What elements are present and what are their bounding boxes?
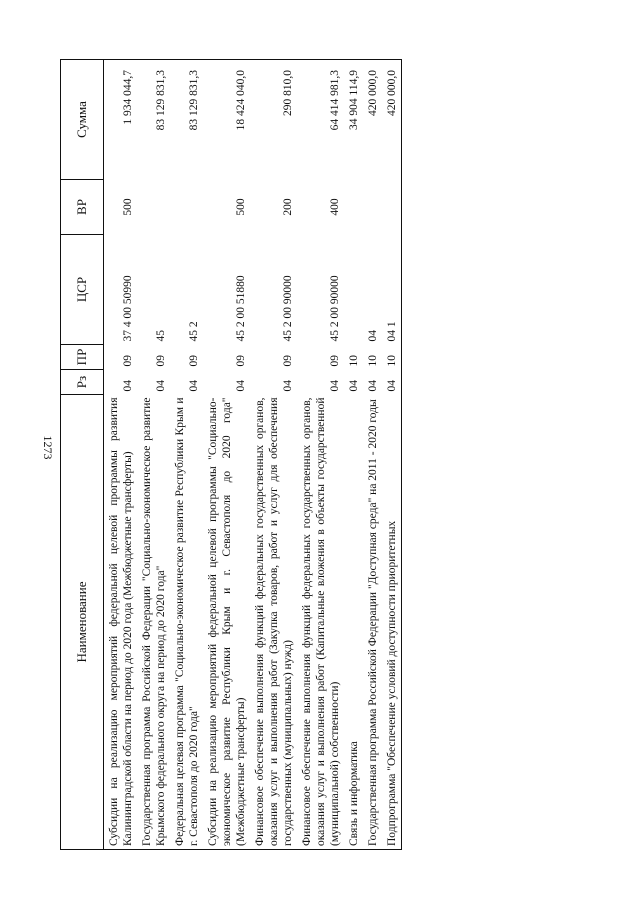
cell-rz: 04 — [188, 380, 201, 392]
cell-sum: 420 000,0 — [363, 60, 382, 180]
cell-vr — [137, 180, 170, 235]
cell-name: Субсидии на реализацию мероприятий федеральной целевой программы "Социально-экономическое развитие Республики Крым и г. Севастополя до 2020 года" (Межбюджетные трансферты) — [203, 395, 250, 850]
budget-table — [60, 59, 402, 850]
cell-pr: 09 — [155, 355, 168, 367]
table-header-row — [61, 60, 104, 850]
cell-name: Субсидии на реализацию мероприятий федеральной целевой программы развития Калининградской области на период до 2020 года (Межбюджетные трансферты) — [104, 395, 138, 850]
cell-csr — [344, 235, 363, 345]
cell-pr: 09 — [122, 355, 135, 367]
cell-csr: 04 1 — [382, 235, 402, 345]
cell-csr: 45 — [155, 330, 168, 342]
cell-rz: 04 — [235, 380, 248, 392]
table-row — [297, 60, 344, 850]
table-row — [344, 60, 363, 850]
cell-sum: 420 000,0 — [382, 60, 402, 180]
cell-csr: 45 2 00 51880 — [235, 275, 248, 342]
header-csr: ЦСР — [61, 235, 104, 345]
cell-pr: 09 — [235, 355, 248, 367]
cell-vr: 500 — [122, 198, 135, 216]
header-name: Наименование — [61, 395, 104, 850]
cell-csr: 45 2 — [188, 321, 201, 342]
rotated-page-content — [60, 60, 590, 850]
cell-sum: 83 129 831,3 — [137, 60, 170, 180]
cell-pr: 10 — [348, 355, 361, 367]
cell-vr: 400 — [329, 198, 342, 216]
header-sum: Сумма — [61, 60, 104, 180]
table-row — [137, 60, 170, 850]
table-row — [203, 60, 250, 850]
cell-vr: 200 — [282, 198, 295, 216]
table-row — [382, 60, 402, 850]
cell-name: Федеральная целевая программа "Социально-экономическое развитие Республики Крым и г. Севастополя до 2020 года" — [170, 395, 203, 850]
cell-rz: 04 — [367, 380, 380, 392]
cell-pr: 09 — [188, 355, 201, 367]
cell-sum: 64 414 981,3 — [297, 60, 344, 180]
cell-pr: 09 — [329, 355, 342, 367]
cell-name: Государственная программа Российской Федерации "Социально-экономическое развитие Крымского федерального округа на период до 2020 года" — [137, 395, 170, 850]
cell-csr: 45 2 00 90000 — [282, 275, 295, 342]
cell-vr: 500 — [235, 198, 248, 216]
cell-vr — [382, 180, 402, 235]
table-row — [104, 60, 138, 850]
cell-rz: 04 — [348, 380, 361, 392]
table-row — [250, 60, 297, 850]
header-pr: ПР — [61, 345, 104, 370]
cell-vr — [363, 180, 382, 235]
cell-name: Подпрограмма "Обеспечение условий доступности приоритетных — [382, 395, 402, 850]
cell-pr: 09 — [282, 355, 295, 367]
cell-pr: 10 — [367, 355, 380, 367]
cell-name: Связь и информатика — [344, 395, 363, 850]
cell-rz: 04 — [382, 370, 402, 395]
cell-csr: 04 — [367, 330, 380, 342]
cell-pr: 10 — [382, 345, 402, 370]
cell-rz: 04 — [282, 380, 295, 392]
cell-name: Государственная программа Российской Федерации "Доступная среда" на 2011 - 2020 годы — [363, 395, 382, 850]
cell-sum: 18 424 040,0 — [203, 60, 250, 180]
cell-csr: 45 2 00 90000 — [329, 275, 342, 342]
cell-vr — [344, 180, 363, 235]
page-number: 1273 — [41, 435, 55, 460]
cell-rz: 04 — [122, 380, 135, 392]
cell-sum: 34 904 114,9 — [344, 60, 363, 180]
table-row — [170, 60, 203, 850]
header-vr: ВР — [61, 180, 104, 235]
cell-name: Финансовое обеспечение выполнения функций федеральных государственных органов, оказания услуг и выполнения работ (Закупка товаров, работ и услуг для обеспечения государственных (муниципальных) нужд) — [250, 395, 297, 850]
header-rz: Рз — [61, 370, 104, 395]
cell-vr — [170, 180, 203, 235]
cell-name: Финансовое обеспечение выполнения функций федеральных государственных органов, оказания услуг и выполнения работ (Капитальные вложения в объекты государственной (муниципальной) собственности) — [297, 395, 344, 850]
cell-sum: 290 810,0 — [250, 60, 297, 180]
table-row — [363, 60, 382, 850]
cell-sum: 83 129 831,3 — [170, 60, 203, 180]
cell-sum: 1 934 044,7 — [104, 60, 138, 180]
cell-csr: 37 4 00 50990 — [122, 275, 135, 342]
cell-rz: 04 — [155, 380, 168, 392]
cell-rz: 04 — [329, 380, 342, 392]
